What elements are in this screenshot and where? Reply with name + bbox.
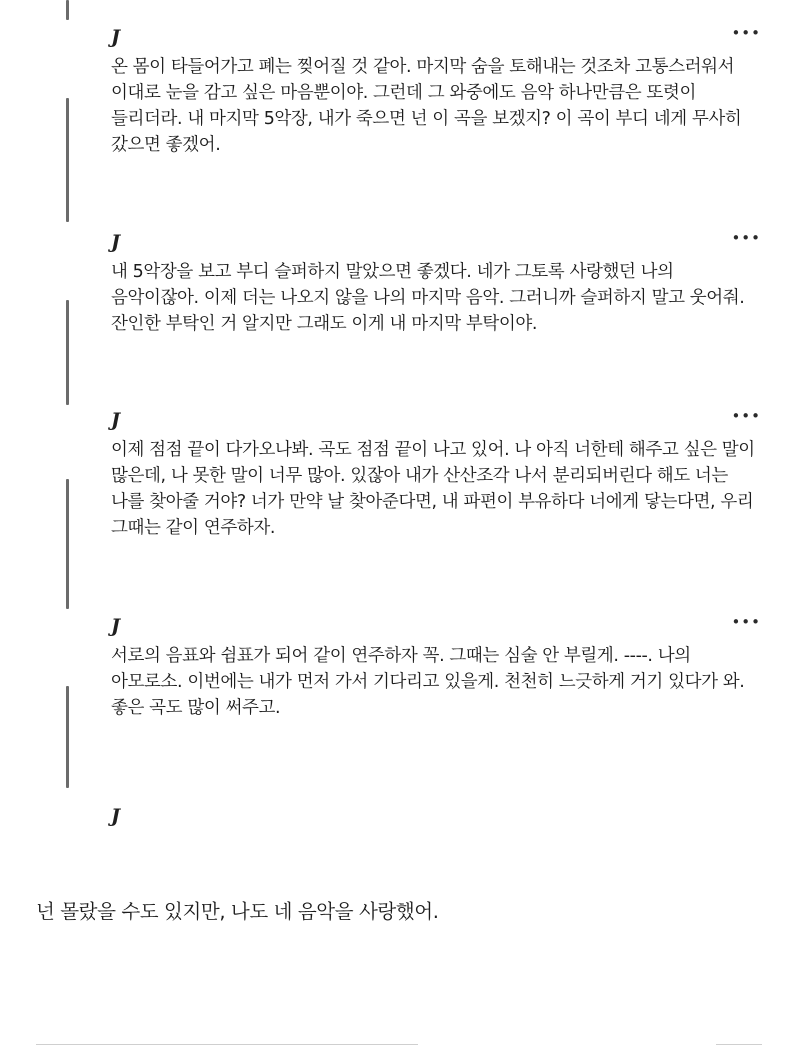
post-header [111, 805, 761, 833]
post-header [111, 409, 761, 437]
post-header [111, 231, 761, 259]
author-avatar[interactable]: J [111, 231, 120, 253]
author-avatar[interactable]: J [111, 805, 120, 827]
thread-line [66, 479, 69, 609]
author-avatar[interactable]: J [111, 615, 120, 637]
closing-text: 넌 몰랐을 수도 있지만, 나도 네 음악을 사랑했어. [36, 900, 439, 923]
thread-post [111, 615, 761, 721]
thread-line [66, 300, 69, 405]
author-avatar[interactable]: J [111, 26, 120, 48]
thread-post [111, 409, 761, 541]
post-header [111, 26, 761, 54]
thread-line [66, 686, 69, 788]
author-avatar[interactable]: J [111, 409, 120, 431]
divider [716, 1044, 762, 1045]
thread-line [66, 0, 69, 20]
more-options-icon[interactable]: ••• [731, 24, 761, 42]
thread-post [111, 26, 761, 158]
post-text: 내 5악장을 보고 부디 슬퍼하지 말았으면 좋겠다. 네가 그토록 사랑했던 나의 음악이잖아. 이제 더는 나오지 않을 나의 마지막 음악. 그러니까 슬퍼하지 말고 웃어줘. 잔인한 부탁인 거 알지만 그래도 이게 내 마지막 부탁이야. [111, 262, 745, 334]
post-text: 이제 점점 끝이 다가오나봐. 곡도 점점 끝이 나고 있어. 나 아직 너한테 해주고 싶은 말이 많은데, 나 못한 말이 너무 많아. 있잖아 내가 산산조각 나서 분리되버린다 해도 너는 나를 찾아줄 거야? 너가 만약 날 찾아준다면, 내 파편이 부유하다 너에게 닿는다면, 우리 그때는 같이 연주하자. [111, 440, 755, 538]
post-text: 서로의 음표와 쉼표가 되어 같이 연주하자 꼭. 그때는 심술 안 부릴게. ----. 나의 아모로소. 이번에는 내가 먼저 가서 기다리고 있을게. 천천히 느긋하게 거기 있다가 와. 좋은 곡도 많이 써주고. [111, 646, 745, 718]
thread-post [111, 231, 761, 337]
divider [36, 1044, 418, 1045]
more-options-icon[interactable]: ••• [731, 407, 761, 425]
thread-line [66, 98, 69, 222]
thread-post [111, 805, 761, 833]
post-header [111, 615, 761, 643]
post-text: 온 몸이 타들어가고 폐는 찢어질 것 같아. 마지막 숨을 토해내는 것조차 고통스러워서 이대로 눈을 감고 싶은 마음뿐이야. 그런데 그 와중에도 음악 하나만큼은 또렷이 들리더라. 내 마지막 5악장, 내가 죽으면 넌 이 곡을 보겠지? 이 곡이 부디 네게 무사히 갔으면 좋겠어. [111, 57, 742, 155]
more-options-icon[interactable]: ••• [731, 229, 761, 247]
more-options-icon[interactable]: ••• [731, 613, 761, 631]
